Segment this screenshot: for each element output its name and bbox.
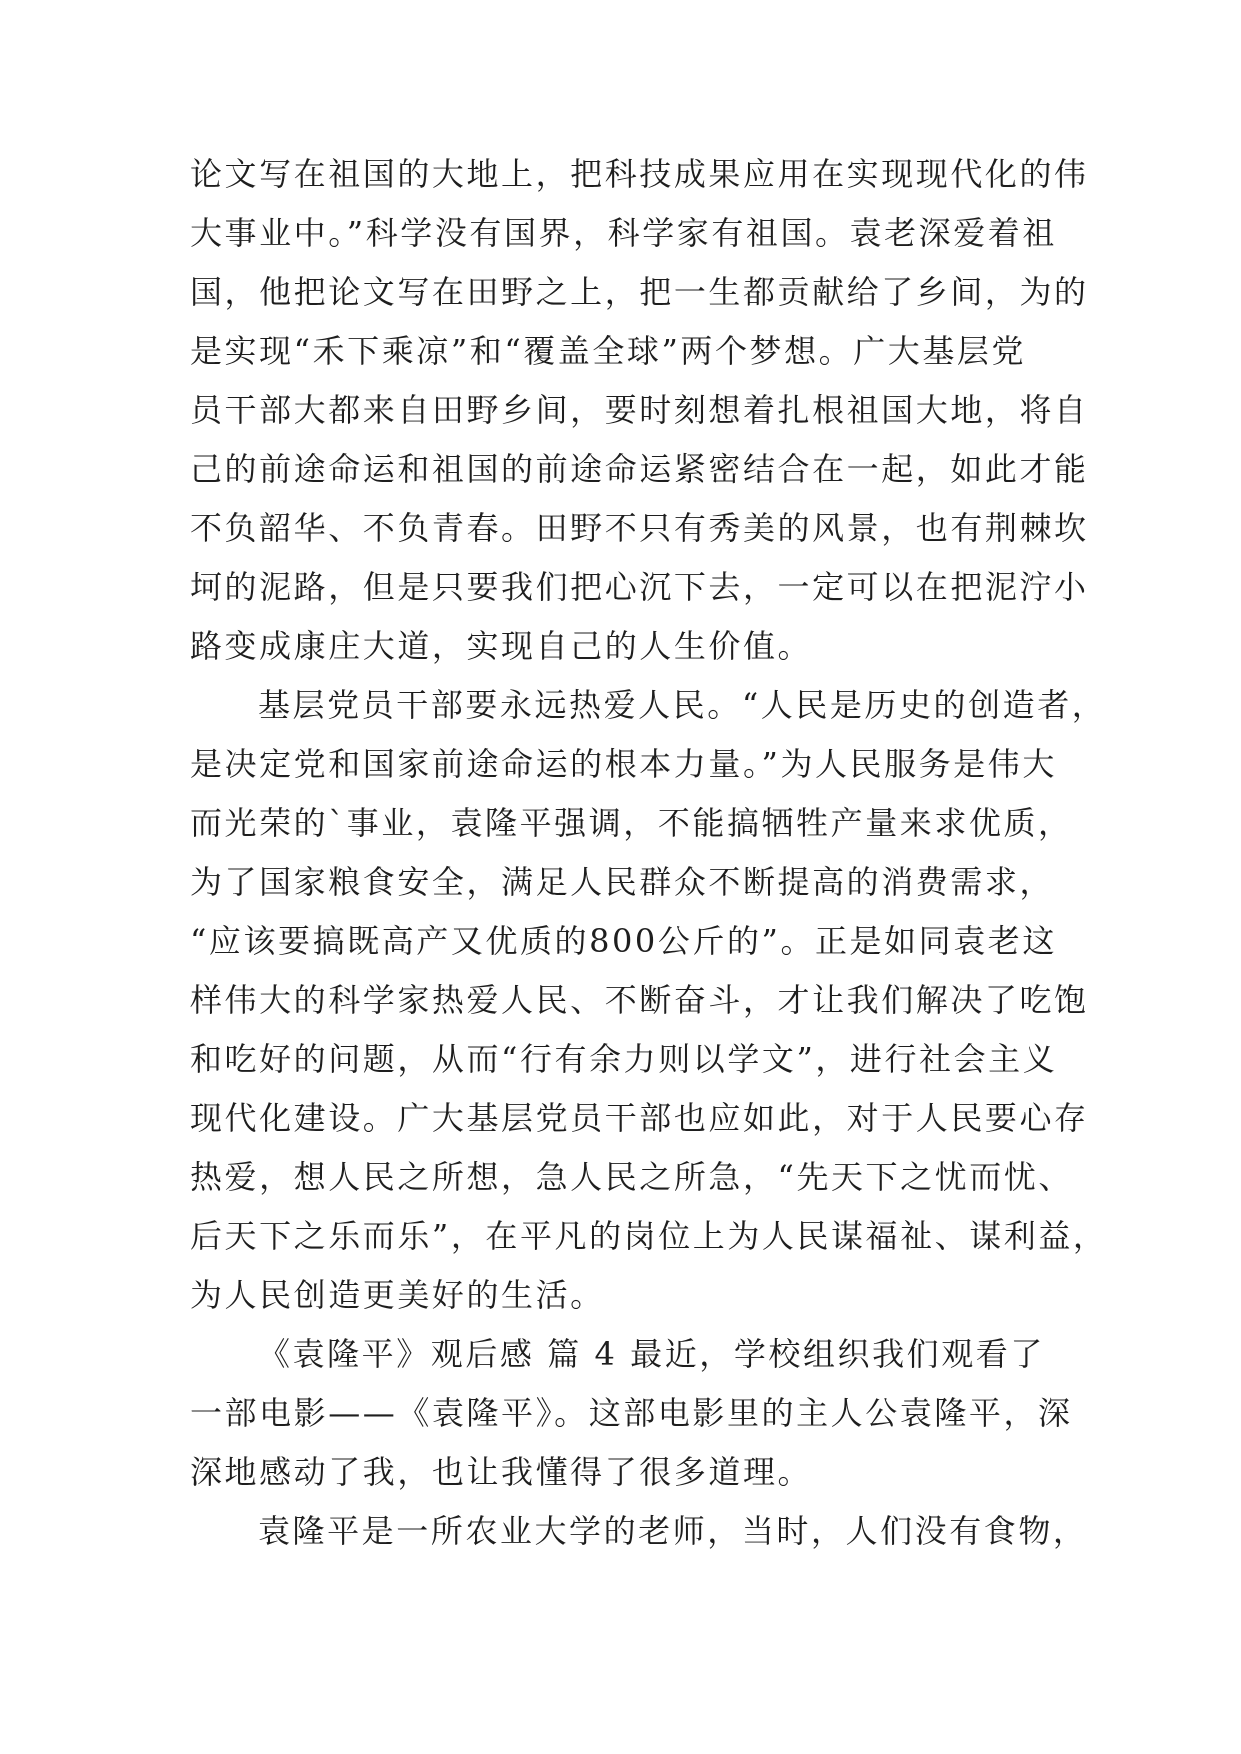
text-line: 论文写在祖国的大地上，把科技成果应用在实现现代化的伟 [190, 155, 1089, 193]
text-line: 热爱，想人民之所想，急人民之所急，“先天下之忧而忧、 [190, 1158, 1073, 1196]
text-line: 一部电影——《袁隆平》。这部电影里的主人公袁隆平，深 [190, 1394, 1073, 1432]
body-text [190, 145, 1108, 1561]
text-line: 而光荣的`事业，袁隆平强调，不能搞牺牲产量来求优质， [190, 804, 1073, 842]
text-line: 大事业中。”科学没有国界，科学家有祖国。袁老深爱着祖 [190, 214, 1057, 252]
text-line: 是决定党和国家前途命运的根本力量。”为人民服务是伟大 [190, 745, 1057, 783]
text-line: 己的前途命运和祖国的前途命运紧密结合在一起，如此才能 [190, 450, 1089, 488]
text-line: 为人民创造更美好的生活。 [190, 1276, 605, 1314]
text-line: 样伟大的科学家热爱人民、不断奋斗，才让我们解决了吃饱 [190, 981, 1089, 1019]
text-line: 国，他把论文写在田野之上，把一生都贡献给了乡间，为的 [190, 273, 1089, 311]
text-line: 袁隆平是一所农业大学的老师，当时，人们没有食物， [258, 1512, 1088, 1550]
text-line: 《袁隆平》观后感 篇 4 最近，学校组织我们观看了 [258, 1335, 1045, 1373]
text-line: 坷的泥路，但是只要我们把心沉下去，一定可以在把泥泞小 [190, 568, 1089, 606]
text-line: 是实现“禾下乘凉”和“覆盖全球”两个梦想。广大基层党 [190, 332, 1026, 370]
text-line: 后天下之乐而乐”，在平凡的岗位上为人民谋福祉、谋利益， [190, 1217, 1108, 1255]
text-line: 深地感动了我，也让我懂得了很多道理。 [190, 1453, 813, 1491]
text-line: 和吃好的问题，从而“行有余力则以学文”，进行社会主义 [190, 1040, 1058, 1078]
text-line: 路变成康庄大道，实现自己的人生价值。 [190, 627, 813, 665]
text-line: “应该要搞既高产又优质的800公斤的”。正是如同袁老这 [190, 922, 1057, 960]
text-line: 员干部大都来自田野乡间，要时刻想着扎根祖国大地，将自 [190, 391, 1089, 429]
text-line: 基层党员干部要永远热爱人民。“人民是历史的创造者， [258, 686, 1107, 724]
text-line: 不负韶华、不负青春。田野不只有秀美的风景，也有荆棘坎 [190, 509, 1089, 547]
text-line: 为了国家粮食安全，满足人民群众不断提高的消费需求， [190, 863, 1055, 901]
text-line: 现代化建设。广大基层党员干部也应如此，对于人民要心存 [190, 1099, 1089, 1137]
